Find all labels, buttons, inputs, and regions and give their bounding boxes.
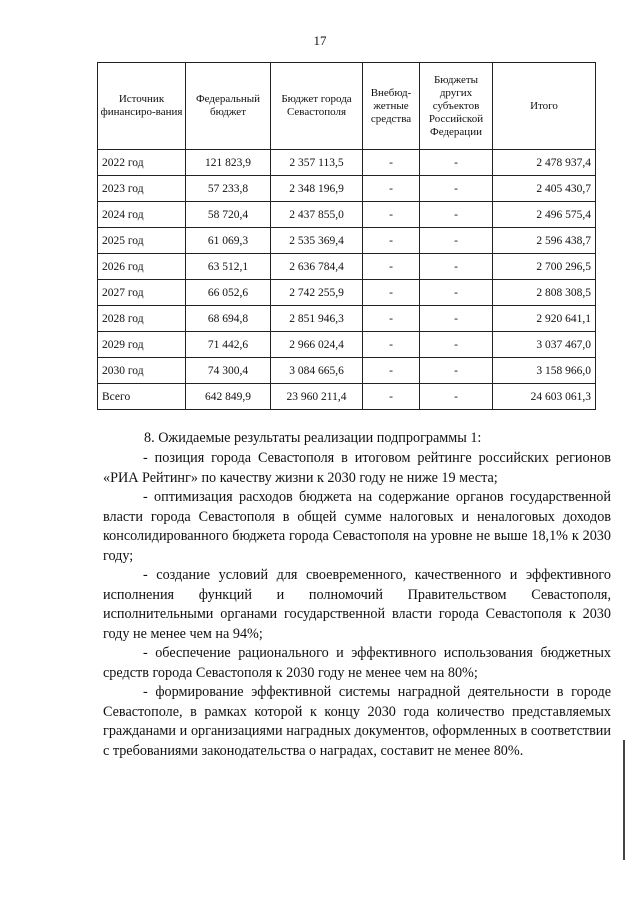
cell-total: 2 920 641,1 xyxy=(493,306,596,332)
cell-year: 2022 год xyxy=(98,150,186,176)
cell-other-subjects: - xyxy=(420,306,493,332)
cell-year: 2028 год xyxy=(98,306,186,332)
cell-total: 2 700 296,5 xyxy=(493,254,596,280)
header-city-budget: Бюджет города Севастополя xyxy=(271,63,363,150)
table-row xyxy=(98,202,596,228)
cell-other-subjects: - xyxy=(420,280,493,306)
cell-other-subjects: - xyxy=(420,202,493,228)
result-item: - создание условий для своевременного, качественного и эффективного исполнения функций и полномочий Правительством Севастополя, исполнительными органами государственной власти города Севастополя к 2030 году не менее чем на 94%; xyxy=(103,567,611,642)
table-row xyxy=(98,228,596,254)
table-row xyxy=(98,384,596,410)
table-row xyxy=(98,332,596,358)
cell-extrabudgetary: - xyxy=(363,202,420,228)
result-item: - обеспечение рационального и эффективного использования бюджетных средств города Севастополя к 2030 году не менее чем на 80%; xyxy=(103,645,611,681)
header-total: Итого xyxy=(493,63,596,150)
cell-extrabudgetary: - xyxy=(363,228,420,254)
cell-federal: 121 823,9 xyxy=(186,150,271,176)
cell-total: 3 037 467,0 xyxy=(493,332,596,358)
cell-year: 2030 год xyxy=(98,358,186,384)
cell-city: 3 084 665,6 xyxy=(271,358,363,384)
table-row xyxy=(98,358,596,384)
page-number: 17 xyxy=(313,33,327,48)
cell-total: 24 603 061,3 xyxy=(493,384,596,410)
cell-city: 2 535 369,4 xyxy=(271,228,363,254)
cell-extrabudgetary: - xyxy=(363,306,420,332)
cell-year: Всего xyxy=(98,384,186,410)
cell-total: 2 808 308,5 xyxy=(493,280,596,306)
cell-year: 2023 год xyxy=(98,176,186,202)
cell-extrabudgetary: - xyxy=(363,332,420,358)
financing-table xyxy=(97,62,596,410)
cell-year: 2029 год xyxy=(98,332,186,358)
cell-federal: 61 069,3 xyxy=(186,228,271,254)
header-federal-budget: Федеральный бюджет xyxy=(186,63,271,150)
cell-city: 2 851 946,3 xyxy=(271,306,363,332)
cell-other-subjects: - xyxy=(420,332,493,358)
cell-federal: 66 052,6 xyxy=(186,280,271,306)
header-other-subjects: Бюджеты других субъектов Российской Федерации xyxy=(420,63,493,150)
cell-year: 2024 год xyxy=(98,202,186,228)
cell-total: 2 496 575,4 xyxy=(493,202,596,228)
cell-extrabudgetary: - xyxy=(363,176,420,202)
cell-other-subjects: - xyxy=(420,358,493,384)
table-row xyxy=(98,280,596,306)
cell-extrabudgetary: - xyxy=(363,280,420,306)
result-item: - позиция города Севастополя в итоговом рейтинге российских регионов «РИА Рейтинг» по качеству жизни к 2030 году не ниже 19 места; xyxy=(103,450,611,486)
cell-total: 2 596 438,7 xyxy=(493,228,596,254)
table-row xyxy=(98,306,596,332)
margin-line xyxy=(623,740,625,860)
table-row xyxy=(98,176,596,202)
cell-federal: 74 300,4 xyxy=(186,358,271,384)
cell-year: 2027 год xyxy=(98,280,186,306)
cell-city: 23 960 211,4 xyxy=(271,384,363,410)
cell-federal: 58 720,4 xyxy=(186,202,271,228)
cell-extrabudgetary: - xyxy=(363,254,420,280)
cell-city: 2 348 196,9 xyxy=(271,176,363,202)
table-row xyxy=(98,150,596,176)
section-heading: 8. Ожидаемые результаты реализации подпрограммы 1: xyxy=(144,430,482,446)
table-row xyxy=(98,254,596,280)
cell-extrabudgetary: - xyxy=(363,150,420,176)
cell-year: 2025 год xyxy=(98,228,186,254)
cell-total: 2 478 937,4 xyxy=(493,150,596,176)
cell-city: 2 357 113,5 xyxy=(271,150,363,176)
cell-other-subjects: - xyxy=(420,228,493,254)
result-item: - оптимизация расходов бюджета на содержание органов государственной власти города Севастополя в общей сумме налоговых и неналоговых доходов консолидированного бюджета города Севастополя на уровне не выше 18,1% к 2030 году; xyxy=(103,489,611,564)
cell-extrabudgetary: - xyxy=(363,384,420,410)
cell-year: 2026 год xyxy=(98,254,186,280)
cell-federal: 68 694,8 xyxy=(186,306,271,332)
cell-federal: 642 849,9 xyxy=(186,384,271,410)
cell-city: 2 966 024,4 xyxy=(271,332,363,358)
cell-total: 3 158 966,0 xyxy=(493,358,596,384)
cell-city: 2 636 784,4 xyxy=(271,254,363,280)
cell-city: 2 742 255,9 xyxy=(271,280,363,306)
cell-other-subjects: - xyxy=(420,254,493,280)
cell-federal: 63 512,1 xyxy=(186,254,271,280)
header-source: Источник финансиро-вания xyxy=(98,63,186,150)
financing-table-container xyxy=(97,62,596,410)
cell-federal: 57 233,8 xyxy=(186,176,271,202)
cell-other-subjects: - xyxy=(420,176,493,202)
table-header-row xyxy=(98,63,596,150)
cell-extrabudgetary: - xyxy=(363,358,420,384)
cell-city: 2 437 855,0 xyxy=(271,202,363,228)
cell-federal: 71 442,6 xyxy=(186,332,271,358)
cell-total: 2 405 430,7 xyxy=(493,176,596,202)
cell-other-subjects: - xyxy=(420,150,493,176)
results-list xyxy=(103,449,611,761)
cell-other-subjects: - xyxy=(420,384,493,410)
header-extrabudgetary: Внебюд-жетные средства xyxy=(363,63,420,150)
result-item: - формирование эффективной системы наградной деятельности в городе Севастополе, в рамках которой к концу 2030 года количество представляемых гражданами и организациями наградных документов, оформленных в соответствии с требованиями законодательства о наградах, составит не менее 80%. xyxy=(103,684,611,759)
